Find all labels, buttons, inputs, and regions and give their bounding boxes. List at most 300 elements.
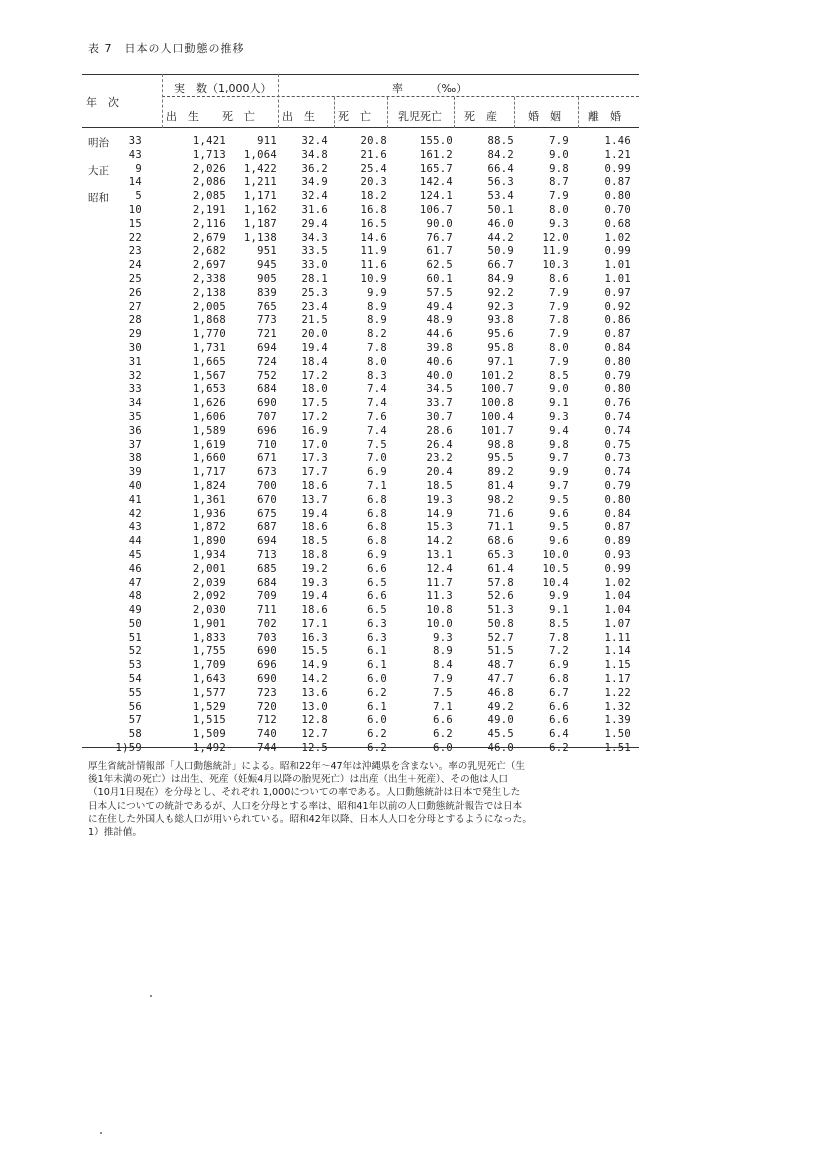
row-year: 5 [135,190,142,203]
row-cell: 1,422 [243,162,277,175]
row-cell: 8.0 [549,203,569,216]
row-cell: 6.0 [433,742,453,755]
row-cell: 13.7 [301,493,328,506]
table-row [82,163,639,177]
row-cell: 8.6 [549,272,569,285]
row-cell: 0.74 [604,424,631,437]
row-cell: 1,619 [192,438,226,451]
row-cell: 1.51 [604,742,631,755]
row-cell: 124.1 [419,190,453,203]
table-row [82,687,639,701]
row-year: 22 [128,231,142,244]
row-cell: 1,770 [192,328,226,341]
row-cell: 1,138 [243,231,277,244]
row-cell: 18.5 [426,479,453,492]
row-cell: 21.5 [301,314,328,327]
row-cell: 19.3 [301,576,328,589]
table-notes [88,760,643,839]
row-cell: 8.7 [549,176,569,189]
row-cell: 34.5 [426,383,453,396]
row-cell: 2,005 [192,300,226,313]
row-cell: 6.4 [549,728,569,741]
header-divider [454,97,455,128]
row-cell: 34.8 [301,148,328,161]
row-cell: 1.46 [604,135,631,147]
header-col: 出 生 [282,110,315,123]
row-cell: 50.1 [487,203,514,216]
row-cell: 17.5 [301,397,328,410]
row-cell: 1,665 [192,355,226,368]
row-year: 38 [128,452,142,465]
row-cell: 29.4 [301,217,328,230]
row-cell: 721 [257,328,277,341]
row-cell: 1.11 [604,631,631,644]
header-divider [334,97,335,128]
row-cell: 1,709 [192,659,226,672]
row-year: 43 [128,148,142,161]
header-col: 出 生 [166,110,199,123]
row-cell: 61.4 [487,562,514,575]
row-cell: 694 [257,341,277,354]
row-cell: 90.0 [426,217,453,230]
row-cell: 911 [257,135,277,147]
row-cell: 33.0 [301,259,328,272]
row-cell: 1.01 [604,259,631,272]
row-year: 28 [128,314,142,327]
note-line: に在住した外国人も総人口が用いられている。昭和42年以降、日本人人口を分母とするようになった。 [88,813,532,825]
row-cell: 14.2 [426,535,453,548]
row-cell: 17.7 [301,466,328,479]
row-cell: 0.87 [604,176,631,189]
row-cell: 0.80 [604,355,631,368]
row-cell: 1,717 [192,466,226,479]
row-cell: 61.7 [426,245,453,258]
row-cell: 713 [257,548,277,561]
table-header [82,74,639,128]
row-cell: 88.5 [487,135,514,147]
table-row [82,370,639,384]
row-cell: 34.3 [301,231,328,244]
row-cell: 101.7 [480,424,514,437]
row-cell: 8.0 [549,341,569,354]
row-cell: 92.2 [487,286,514,299]
row-cell: 45.5 [487,728,514,741]
row-cell: 12.4 [426,562,453,575]
row-cell: 92.3 [487,300,514,313]
row-cell: 18.5 [301,535,328,548]
table-row [82,301,639,315]
row-cell: 62.5 [426,259,453,272]
row-cell: 1,833 [192,631,226,644]
row-cell: 23.2 [426,452,453,465]
row-cell: 0.86 [604,314,631,327]
table-row [82,439,639,453]
row-cell: 1,934 [192,548,226,561]
table-row [82,549,639,563]
table-row [82,728,639,742]
row-cell: 11.7 [426,576,453,589]
row-cell: 13.6 [301,686,328,699]
header-group-counts: 実 数（1,000人） [174,82,272,95]
table-row [82,508,639,522]
row-cell: 18.6 [301,604,328,617]
row-cell: 9.6 [549,507,569,520]
row-year: 47 [128,576,142,589]
row-cell: 6.9 [549,659,569,672]
row-cell: 1,713 [192,148,226,161]
row-cell: 0.93 [604,548,631,561]
row-cell: 7.4 [367,397,387,410]
header-group-rates: 率 （‰） [392,82,468,95]
row-cell: 11.6 [360,259,387,272]
row-cell: 95.8 [487,341,514,354]
row-cell: 694 [257,535,277,548]
row-cell: 100.8 [480,397,514,410]
row-year: 36 [128,424,142,437]
row-cell: 687 [257,521,277,534]
row-cell: 66.7 [487,259,514,272]
row-cell: 6.5 [367,604,387,617]
row-cell: 1.22 [604,686,631,699]
row-cell: 23.4 [301,300,328,313]
row-cell: 7.0 [367,452,387,465]
table-row [82,356,639,370]
row-cell: 0.87 [604,328,631,341]
header-bottom-rule [82,127,639,128]
row-year: 25 [128,272,142,285]
row-cell: 9.1 [549,397,569,410]
row-cell: 17.2 [301,410,328,423]
row-year: 10 [128,203,142,216]
row-cell: 7.9 [549,190,569,203]
table-row [82,563,639,577]
row-cell: 712 [257,714,277,727]
row-cell: 2,026 [192,162,226,175]
row-cell: 2,092 [192,590,226,603]
row-cell: 0.97 [604,286,631,299]
row-cell: 6.2 [367,686,387,699]
row-cell: 1.14 [604,645,631,658]
row-cell: 6.6 [367,590,387,603]
row-year: 55 [128,686,142,699]
row-cell: 0.76 [604,397,631,410]
row-cell: 1,901 [192,617,226,630]
header-divider [578,97,579,128]
row-cell: 703 [257,631,277,644]
table-row [82,535,639,549]
row-cell: 26.4 [426,438,453,451]
row-cell: 81.4 [487,479,514,492]
row-cell: 0.84 [604,507,631,520]
row-cell: 71.6 [487,507,514,520]
row-year: 30 [128,341,142,354]
row-cell: 65.3 [487,548,514,561]
row-cell: 945 [257,259,277,272]
row-cell: 1,187 [243,217,277,230]
row-cell: 2,039 [192,576,226,589]
row-cell: 6.0 [367,673,387,686]
row-cell: 10.8 [426,604,453,617]
row-cell: 14.2 [301,673,328,686]
row-cell: 57.8 [487,576,514,589]
row-cell: 671 [257,452,277,465]
row-cell: 18.8 [301,548,328,561]
row-cell: 0.99 [604,562,631,575]
row-cell: 10.5 [542,562,569,575]
table-row [82,190,639,204]
row-cell: 95.5 [487,452,514,465]
header-col: 婚 姻 [528,110,561,123]
row-cell: 951 [257,245,277,258]
row-cell: 9.9 [367,286,387,299]
note-line: 1）推計値。 [88,827,143,839]
table-row [82,383,639,397]
row-cell: 7.9 [549,355,569,368]
row-cell: 98.2 [487,493,514,506]
row-cell: 0.75 [604,438,631,451]
header-col: 死 亡 [222,110,255,123]
row-cell: 49.0 [487,714,514,727]
row-cell: 11.9 [360,245,387,258]
row-cell: 12.5 [301,742,328,755]
row-cell: 13.0 [301,700,328,713]
row-cell: 46.8 [487,686,514,699]
row-year: 44 [128,535,142,548]
row-cell: 21.6 [360,148,387,161]
row-cell: 7.9 [549,328,569,341]
row-year: 54 [128,673,142,686]
row-year: 37 [128,438,142,451]
table-row [82,411,639,425]
row-year: 41 [128,493,142,506]
row-cell: 2,338 [192,272,226,285]
row-cell: 1,626 [192,397,226,410]
row-cell: 1.02 [604,231,631,244]
note-line: 後1年未満の死亡）は出生、死産（妊娠4月以降の胎児死亡）は出産（出生＋死産）、その他は人口 [88,774,508,786]
row-cell: 10.9 [360,272,387,285]
row-cell: 675 [257,507,277,520]
row-cell: 17.0 [301,438,328,451]
table-row [82,135,639,149]
row-cell: 2,138 [192,286,226,299]
row-year: 42 [128,507,142,520]
row-cell: 690 [257,397,277,410]
row-cell: 49.4 [426,300,453,313]
row-cell: 0.79 [604,479,631,492]
row-cell: 0.99 [604,162,631,175]
row-year: 14 [128,176,142,189]
row-cell: 52.6 [487,590,514,603]
row-cell: 30.7 [426,410,453,423]
row-cell: 1.21 [604,148,631,161]
row-cell: 52.7 [487,631,514,644]
row-cell: 1,171 [243,190,277,203]
row-cell: 33.7 [426,397,453,410]
row-cell: 17.2 [301,369,328,382]
row-cell: 1.02 [604,576,631,589]
row-cell: 1.50 [604,728,631,741]
row-cell: 18.6 [301,521,328,534]
row-cell: 9.7 [549,452,569,465]
row-cell: 8.9 [367,314,387,327]
row-cell: 25.3 [301,286,328,299]
row-cell: 18.4 [301,355,328,368]
row-cell: 2,086 [192,176,226,189]
row-cell: 20.3 [360,176,387,189]
table-row [82,328,639,342]
row-year: 52 [128,645,142,658]
row-cell: 707 [257,410,277,423]
row-cell: 6.3 [367,617,387,630]
row-cell: 100.7 [480,383,514,396]
row-cell: 0.89 [604,535,631,548]
table-row [82,149,639,163]
table-row [82,618,639,632]
row-cell: 1,824 [192,479,226,492]
row-cell: 46.0 [487,742,514,755]
row-cell: 49.2 [487,700,514,713]
row-cell: 0.84 [604,341,631,354]
row-cell: 15.5 [301,645,328,658]
row-cell: 0.74 [604,466,631,479]
row-year: 33 [128,135,142,147]
row-cell: 18.0 [301,383,328,396]
table-bottom-rule [82,747,639,748]
row-cell: 18.6 [301,479,328,492]
row-cell: 1,755 [192,645,226,658]
table-row [82,645,639,659]
row-cell: 44.2 [487,231,514,244]
row-cell: 1,361 [192,493,226,506]
table-row [82,204,639,218]
row-year: 57 [128,714,142,727]
table-row [82,218,639,232]
row-year: 31 [128,355,142,368]
row-year: 9 [135,162,142,175]
row-cell: 1,577 [192,686,226,699]
table-row [82,632,639,646]
row-cell: 9.6 [549,535,569,548]
row-cell: 1,492 [192,742,226,755]
table-body [82,135,639,756]
row-cell: 1,421 [192,135,226,147]
row-cell: 6.6 [549,714,569,727]
row-cell: 2,191 [192,203,226,216]
row-cell: 1,529 [192,700,226,713]
row-cell: 16.8 [360,203,387,216]
row-cell: 20.4 [426,466,453,479]
row-cell: 711 [257,604,277,617]
row-year: 46 [128,562,142,575]
row-cell: 720 [257,700,277,713]
row-cell: 7.8 [549,314,569,327]
row-cell: 50.8 [487,617,514,630]
table-row [82,425,639,439]
row-cell: 6.9 [367,466,387,479]
row-cell: 20.0 [301,328,328,341]
row-cell: 7.4 [367,424,387,437]
row-cell: 1,567 [192,369,226,382]
row-cell: 12.7 [301,728,328,741]
row-cell: 6.6 [549,700,569,713]
row-cell: 7.5 [433,686,453,699]
row-cell: 9.5 [549,521,569,534]
scan-speck [150,995,152,997]
row-cell: 10.4 [542,576,569,589]
table-title: 表 7 日本の人口動態の推移 [88,42,245,55]
table-row [82,232,639,246]
row-cell: 18.2 [360,190,387,203]
row-cell: 9.0 [549,148,569,161]
row-cell: 9.4 [549,424,569,437]
row-cell: 673 [257,466,277,479]
row-cell: 6.6 [433,714,453,727]
table-row [82,452,639,466]
row-cell: 1,606 [192,410,226,423]
row-cell: 0.79 [604,369,631,382]
row-cell: 6.3 [367,631,387,644]
row-cell: 1,868 [192,314,226,327]
row-cell: 0.99 [604,245,631,258]
row-cell: 53.4 [487,190,514,203]
row-cell: 1,643 [192,673,226,686]
row-cell: 1,515 [192,714,226,727]
table-row [82,604,639,618]
row-year: 34 [128,397,142,410]
row-year: 50 [128,617,142,630]
row-cell: 14.6 [360,231,387,244]
table-row [82,287,639,301]
table-row [82,466,639,480]
row-cell: 690 [257,645,277,658]
row-cell: 28.1 [301,272,328,285]
row-cell: 690 [257,673,277,686]
row-cell: 15.3 [426,521,453,534]
row-cell: 6.2 [367,728,387,741]
row-year: 24 [128,259,142,272]
row-year: 45 [128,548,142,561]
row-cell: 8.2 [367,328,387,341]
row-cell: 84.2 [487,148,514,161]
row-cell: 2,116 [192,217,226,230]
row-cell: 9.8 [549,162,569,175]
header-year: 年 次 [86,96,119,109]
row-cell: 6.2 [433,728,453,741]
row-cell: 40.0 [426,369,453,382]
row-year: 49 [128,604,142,617]
row-cell: 0.87 [604,521,631,534]
table-row [82,714,639,728]
row-cell: 765 [257,300,277,313]
row-cell: 44.6 [426,328,453,341]
row-cell: 6.8 [367,507,387,520]
row-cell: 1,064 [243,148,277,161]
row-cell: 11.9 [542,245,569,258]
row-cell: 100.4 [480,410,514,423]
row-cell: 66.4 [487,162,514,175]
row-cell: 0.73 [604,452,631,465]
row-cell: 724 [257,355,277,368]
row-cell: 2,001 [192,562,226,575]
row-cell: 1.39 [604,714,631,727]
row-cell: 7.4 [367,383,387,396]
row-cell: 19.4 [301,341,328,354]
row-cell: 6.7 [549,686,569,699]
table-row [82,480,639,494]
row-cell: 1,509 [192,728,226,741]
row-cell: 46.0 [487,217,514,230]
row-cell: 740 [257,728,277,741]
